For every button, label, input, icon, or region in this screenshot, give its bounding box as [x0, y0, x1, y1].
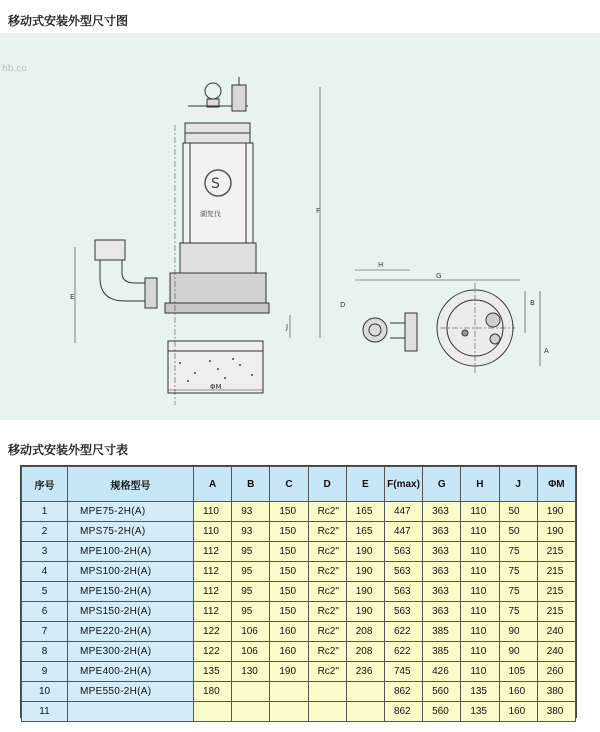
row-number-cell: 1	[22, 502, 68, 522]
value-cell: 236	[346, 662, 384, 682]
value-cell: 363	[423, 542, 461, 562]
value-cell: Rc2"	[308, 642, 346, 662]
dim-label-j: J	[286, 323, 289, 331]
value-cell: 110	[461, 602, 499, 622]
value-cell: 90	[499, 642, 537, 662]
value-cell: 95	[232, 582, 270, 602]
value-cell: 165	[346, 522, 384, 542]
value-cell: 240	[537, 642, 575, 662]
value-cell: Rc2"	[308, 502, 346, 522]
value-cell: 180	[194, 682, 232, 702]
value-cell: 190	[346, 602, 384, 622]
value-cell: 75	[499, 542, 537, 562]
value-cell: 150	[270, 522, 308, 542]
value-cell: 260	[537, 662, 575, 682]
model-cell	[68, 702, 194, 722]
pump-side-view	[75, 77, 320, 405]
value-cell: Rc2"	[308, 522, 346, 542]
header-c: C	[270, 467, 308, 502]
value-cell	[232, 682, 270, 702]
pump-top-view	[355, 270, 540, 373]
value-cell: 563	[384, 582, 422, 602]
value-cell: 130	[232, 662, 270, 682]
row-number-cell: 11	[22, 702, 68, 722]
value-cell	[232, 702, 270, 722]
value-cell: 380	[537, 682, 575, 702]
table-row	[22, 622, 576, 642]
table-section-title: 移动式安装外型尺寸表	[8, 443, 129, 457]
value-cell: 862	[384, 702, 422, 722]
value-cell	[346, 682, 384, 702]
value-cell: Rc2"	[308, 562, 346, 582]
value-cell: 135	[461, 702, 499, 722]
model-cell: MPE220-2H(A)	[68, 622, 194, 642]
value-cell: 160	[499, 682, 537, 702]
row-number-cell: 3	[22, 542, 68, 562]
value-cell: 208	[346, 622, 384, 642]
value-cell: 110	[461, 562, 499, 582]
value-cell: 122	[194, 622, 232, 642]
value-cell: 110	[461, 582, 499, 602]
value-cell: 622	[384, 642, 422, 662]
value-cell: 150	[270, 602, 308, 622]
model-cell: MPE400-2H(A)	[68, 662, 194, 682]
value-cell: 385	[423, 622, 461, 642]
value-cell: 110	[461, 502, 499, 522]
value-cell: 563	[384, 562, 422, 582]
dim-label-a: A	[544, 347, 549, 355]
value-cell: 560	[423, 682, 461, 702]
value-cell: 215	[537, 602, 575, 622]
value-cell: 106	[232, 642, 270, 662]
table-row	[22, 682, 576, 702]
row-number-cell: 8	[22, 642, 68, 662]
value-cell: 160	[499, 702, 537, 722]
value-cell: 50	[499, 502, 537, 522]
row-number-cell: 5	[22, 582, 68, 602]
value-cell: 150	[270, 582, 308, 602]
value-cell: 50	[499, 522, 537, 542]
table-row	[22, 562, 576, 582]
dim-label-b: B	[530, 299, 535, 307]
dim-label-d: D	[340, 301, 346, 309]
value-cell: Rc2"	[308, 542, 346, 562]
value-cell: 745	[384, 662, 422, 682]
value-cell	[346, 702, 384, 722]
header-e: E	[346, 467, 384, 502]
value-cell: 622	[384, 622, 422, 642]
value-cell: 563	[384, 542, 422, 562]
value-cell: 112	[194, 602, 232, 622]
svg-text:S: S	[211, 176, 220, 192]
header-no: 序号	[22, 467, 68, 502]
dim-label-f: F	[316, 207, 321, 215]
header-a: A	[194, 467, 232, 502]
value-cell: 363	[423, 582, 461, 602]
header-b: B	[232, 467, 270, 502]
value-cell: 112	[194, 562, 232, 582]
dim-label-h: H	[378, 261, 384, 269]
model-cell: MPE75-2H(A)	[68, 502, 194, 522]
row-number-cell: 10	[22, 682, 68, 702]
model-cell: MPS100-2H(A)	[68, 562, 194, 582]
value-cell: 110	[194, 522, 232, 542]
value-cell: 190	[346, 542, 384, 562]
dim-label-e: E	[70, 293, 75, 301]
model-cell: MPS150-2H(A)	[68, 602, 194, 622]
value-cell: 75	[499, 562, 537, 582]
value-cell: 160	[270, 642, 308, 662]
value-cell: 447	[384, 522, 422, 542]
value-cell: 150	[270, 502, 308, 522]
table-row	[22, 602, 576, 622]
value-cell: 190	[346, 582, 384, 602]
value-cell: 363	[423, 602, 461, 622]
value-cell: 110	[461, 542, 499, 562]
row-number-cell: 4	[22, 562, 68, 582]
value-cell	[270, 702, 308, 722]
value-cell: 110	[461, 622, 499, 642]
value-cell: 385	[423, 642, 461, 662]
value-cell: 135	[461, 682, 499, 702]
header-j: J	[499, 467, 537, 502]
table-row	[22, 522, 576, 542]
value-cell: 150	[270, 542, 308, 562]
value-cell: 862	[384, 682, 422, 702]
row-number-cell: 2	[22, 522, 68, 542]
table-body	[22, 502, 576, 722]
table-header-row	[22, 467, 576, 502]
value-cell: 190	[537, 522, 575, 542]
table-row	[22, 542, 576, 562]
value-cell: Rc2"	[308, 622, 346, 642]
value-cell: 447	[384, 502, 422, 522]
row-number-cell: 6	[22, 602, 68, 622]
table-row	[22, 502, 576, 522]
value-cell: 122	[194, 642, 232, 662]
header-h: H	[461, 467, 499, 502]
dim-label-phim: ΦM	[210, 383, 222, 391]
watermark: hb.co	[2, 64, 27, 74]
model-cell: MPS75-2H(A)	[68, 522, 194, 542]
value-cell: 95	[232, 602, 270, 622]
value-cell	[308, 702, 346, 722]
value-cell: 93	[232, 502, 270, 522]
value-cell: 208	[346, 642, 384, 662]
value-cell: 215	[537, 542, 575, 562]
value-cell: 215	[537, 562, 575, 582]
value-cell: 215	[537, 582, 575, 602]
value-cell: Rc2"	[308, 602, 346, 622]
model-cell: MPE150-2H(A)	[68, 582, 194, 602]
logo-text: 湖复伐	[200, 210, 221, 218]
value-cell: Rc2"	[308, 582, 346, 602]
value-cell: 380	[537, 702, 575, 722]
value-cell: 110	[461, 522, 499, 542]
model-cell: MPE300-2H(A)	[68, 642, 194, 662]
header-phim: ΦM	[537, 467, 575, 502]
value-cell: 93	[232, 522, 270, 542]
value-cell: 112	[194, 542, 232, 562]
value-cell	[270, 682, 308, 702]
value-cell: 105	[499, 662, 537, 682]
value-cell: 95	[232, 542, 270, 562]
header-d: D	[308, 467, 346, 502]
value-cell: 106	[232, 622, 270, 642]
value-cell	[194, 702, 232, 722]
value-cell: 75	[499, 602, 537, 622]
value-cell: 560	[423, 702, 461, 722]
drawing-section-title: 移动式安装外型尺寸图	[8, 14, 129, 28]
header-g: G	[423, 467, 461, 502]
dimension-drawing	[0, 33, 600, 420]
table-row	[22, 702, 576, 722]
value-cell: 75	[499, 582, 537, 602]
value-cell: 135	[194, 662, 232, 682]
value-cell: Rc2"	[308, 662, 346, 682]
value-cell: 110	[194, 502, 232, 522]
dim-label-g: G	[436, 272, 442, 280]
model-cell: MPE550-2H(A)	[68, 682, 194, 702]
row-number-cell: 7	[22, 622, 68, 642]
value-cell	[308, 682, 346, 702]
value-cell: 165	[346, 502, 384, 522]
table-row	[22, 642, 576, 662]
value-cell: 150	[270, 562, 308, 582]
value-cell: 563	[384, 602, 422, 622]
value-cell: 363	[423, 562, 461, 582]
value-cell: 363	[423, 522, 461, 542]
value-cell: 240	[537, 622, 575, 642]
value-cell: 112	[194, 582, 232, 602]
value-cell: 190	[270, 662, 308, 682]
header-model: 规格型号	[68, 467, 194, 502]
row-number-cell: 9	[22, 662, 68, 682]
value-cell: 90	[499, 622, 537, 642]
value-cell: 190	[346, 562, 384, 582]
value-cell: 190	[537, 502, 575, 522]
dimension-table	[20, 465, 577, 718]
value-cell: 95	[232, 562, 270, 582]
table-row	[22, 582, 576, 602]
model-cell: MPE100-2H(A)	[68, 542, 194, 562]
table-row	[22, 662, 576, 682]
value-cell: 110	[461, 642, 499, 662]
value-cell: 160	[270, 622, 308, 642]
value-cell: 363	[423, 502, 461, 522]
value-cell: 110	[461, 662, 499, 682]
value-cell: 426	[423, 662, 461, 682]
header-f: F(max)	[384, 467, 422, 502]
